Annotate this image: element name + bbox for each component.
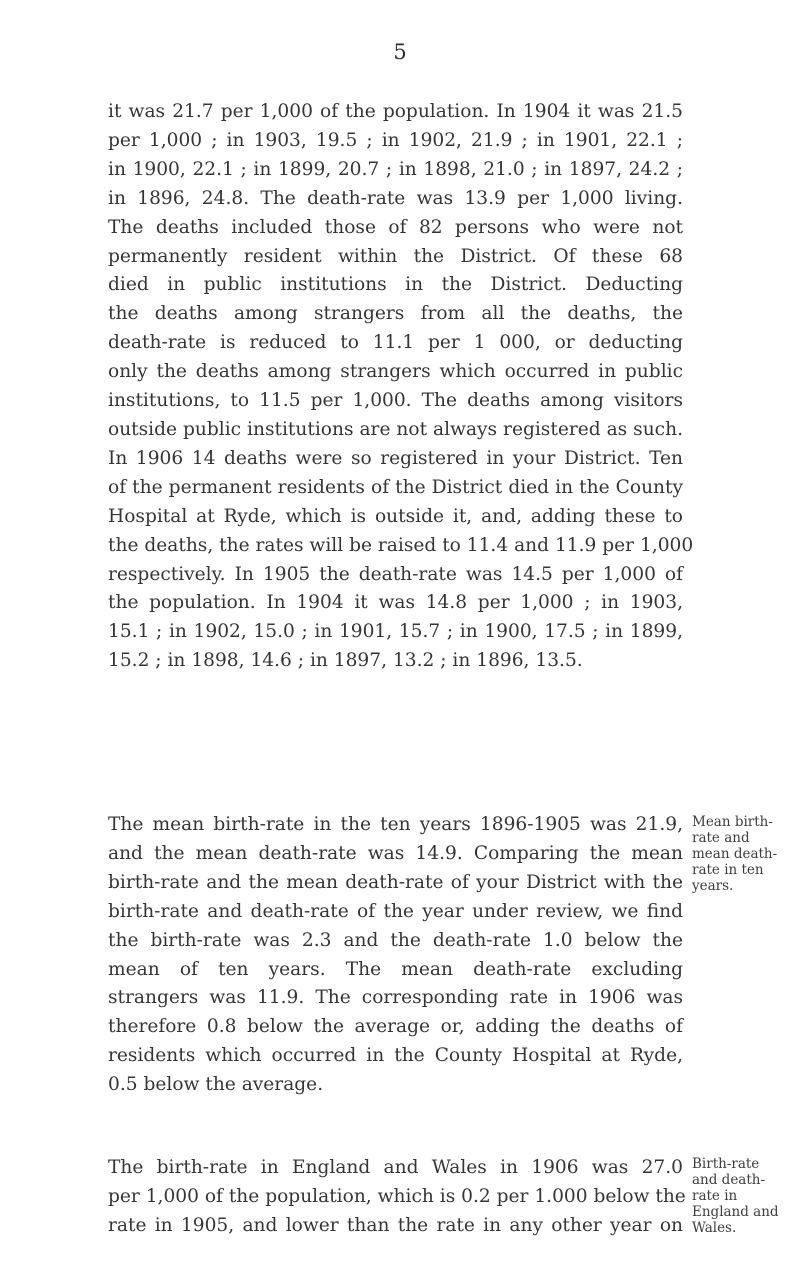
text-line: the deaths, the rates will be raised to 11.4 and 11.9 per 1,000 — [108, 534, 694, 556]
text-line: mean of ten years. The mean death-rate excluding — [108, 958, 683, 980]
margin-note-line: England and — [692, 1204, 779, 1220]
text-line: the birth-rate was 2.3 and the death-rate 1.0 below the — [108, 929, 683, 951]
margin-note-line: rate in ten — [692, 862, 764, 878]
text-line: birth-rate and the mean death-rate of your District with the — [108, 871, 683, 893]
margin-note-line: Birth-rate — [692, 1156, 760, 1172]
text-line: in 1896, 24.8. The death-rate was 13.9 per 1,000 living. — [108, 187, 683, 209]
text-line: strangers was 11.9. The corresponding rate in 1906 was — [108, 987, 683, 1009]
text-line: only the deaths among strangers which occurred in public — [108, 361, 683, 383]
text-line: per 1,000 ; in 1903, 19.5 ; in 1902, 21.9 ; in 1901, 22.1 ; — [108, 129, 683, 151]
text-line: rate in 1905, and lower than the rate in any other year on — [108, 1214, 683, 1236]
text-line: and the mean death-rate was 14.9. Comparing the mean — [108, 842, 683, 864]
text-line: 15.2 ; in 1898, 14.6 ; in 1897, 13.2 ; in 1896, 13.5. — [108, 650, 583, 672]
text-line: respectively. In 1905 the death-rate was 14.5 per 1,000 of — [108, 563, 683, 585]
text-line: birth-rate and death-rate of the year under review, we find — [108, 900, 683, 922]
text-line: The birth-rate in England and Wales in 1906 was 27.0 — [108, 1157, 683, 1178]
text-line: death-rate is reduced to 11.1 per 1 000, or deducting — [108, 332, 683, 354]
text-line: The deaths included those of 82 persons who were not — [108, 216, 683, 238]
margin-note-line: rate and — [692, 830, 750, 846]
text-line: outside public institutions are not always registered as such. — [108, 418, 683, 440]
margin-note-mean-rates — [692, 814, 800, 894]
text-line: 15.1 ; in 1902, 15.0 ; in 1901, 15.7 ; in 1900, 17.5 ; in 1899, — [108, 621, 683, 643]
margin-note-england-wales — [692, 1156, 800, 1236]
text-line: The mean birth-rate in the ten years 1896-1905 was 21.9, — [108, 814, 683, 835]
text-line: it was 21.7 per 1,000 of the population. In 1904 it was 21.5 — [108, 101, 683, 122]
text-line: 0.5 below the average. — [108, 1074, 324, 1096]
paragraph-england-wales — [108, 1154, 686, 1241]
page-number: 5 — [393, 40, 407, 64]
margin-note-line: rate in — [692, 1188, 738, 1204]
text-line: institutions, to 11.5 per 1,000. The deaths among visitors — [108, 390, 683, 412]
text-line: the population. In 1904 it was 14.8 per 1,000 ; in 1903, — [108, 592, 683, 614]
text-line: of the permanent residents of the District died in the County — [108, 476, 683, 498]
text-line: per 1,000 of the population, which is 0.2 per 1.000 below the — [108, 1185, 686, 1207]
text-line: the deaths among strangers from all the deaths, the — [108, 303, 683, 325]
text-line: died in public institutions in the District. Deducting — [108, 274, 683, 296]
text-line: residents which occurred in the County Hospital at Ryde, — [108, 1045, 683, 1067]
margin-note-line: mean death- — [692, 846, 778, 862]
text-line: In 1906 14 deaths were so registered in your District. Ten — [108, 447, 683, 469]
text-line: Hospital at Ryde, which is outside it, and, adding these to — [108, 505, 683, 527]
text-line: in 1900, 22.1 ; in 1899, 20.7 ; in 1898, 21.0 ; in 1897, 24.2 ; — [108, 158, 683, 180]
margin-note-line: and death- — [692, 1172, 766, 1188]
margin-note-line: years. — [692, 878, 734, 894]
paragraph-death-rate — [108, 98, 694, 676]
text-line: therefore 0.8 below the average or, adding the deaths of — [108, 1016, 683, 1038]
margin-note-line: Wales. — [692, 1220, 737, 1236]
text-line: permanently resident within the District. Of these 68 — [108, 245, 683, 267]
paragraph-mean-rates — [108, 811, 683, 1100]
margin-note-line: Mean birth- — [692, 814, 773, 830]
